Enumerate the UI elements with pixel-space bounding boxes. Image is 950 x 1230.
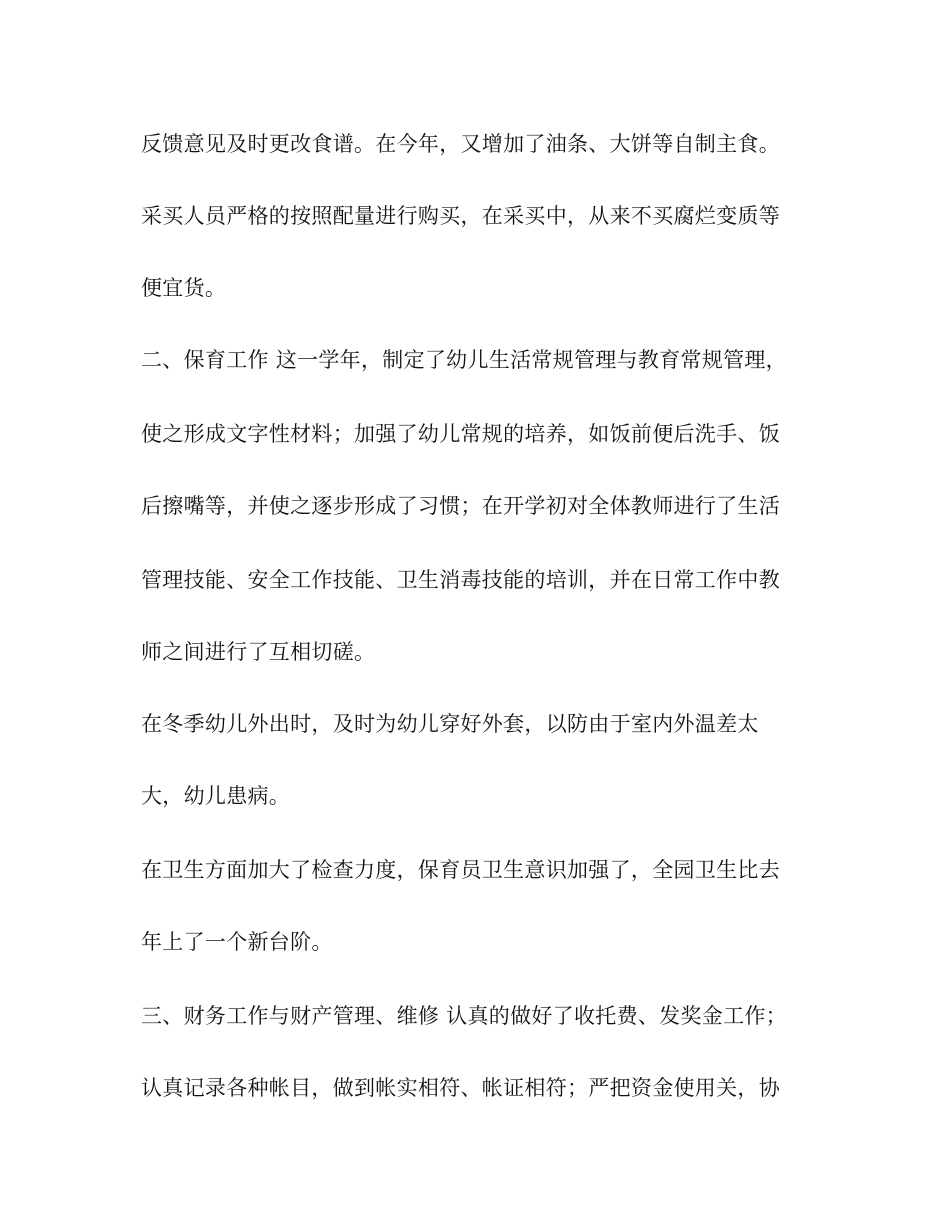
text-line: 采买人员严格的按照配量进行购买，在采买中，从来不买腐烂变质等 <box>141 204 780 228</box>
text-line: 在卫生方面加大了检查力度，保育员卫生意识加强了，全园卫生比去 <box>141 858 780 882</box>
text-line: 认真记录各种帐目，做到帐实相符、帐证相符；严把资金使用关，协 <box>141 1076 780 1100</box>
text-line: 在冬季幼儿外出时，及时为幼儿穿好外套，以防由于室内外温差太 <box>141 712 759 736</box>
text-line: 二、保育工作 这一学年，制定了幼儿生活常规管理与教育常规管理， <box>141 348 787 372</box>
text-line: 年上了一个新台阶。 <box>141 930 333 954</box>
text-line: 大，幼儿患病。 <box>141 784 291 808</box>
text-line: 反馈意见及时更改食谱。在今年，又增加了油条、大饼等自制主食。 <box>141 132 780 156</box>
text-line: 后擦嘴等，并使之逐步形成了习惯；在开学初对全体教师进行了生活 <box>141 494 780 518</box>
text-line: 管理技能、安全工作技能、卫生消毒技能的培训，并在日常工作中教 <box>141 568 780 592</box>
text-line: 使之形成文字性材料；加强了幼儿常规的培养，如饭前便后洗手、饭 <box>141 422 780 446</box>
text-line: 师之间进行了互相切磋。 <box>141 640 376 664</box>
text-line: 便宜货。 <box>141 276 227 300</box>
text-line: 三、财务工作与财产管理、维修 认真的做好了收托费、发奖金工作； <box>141 1004 787 1028</box>
